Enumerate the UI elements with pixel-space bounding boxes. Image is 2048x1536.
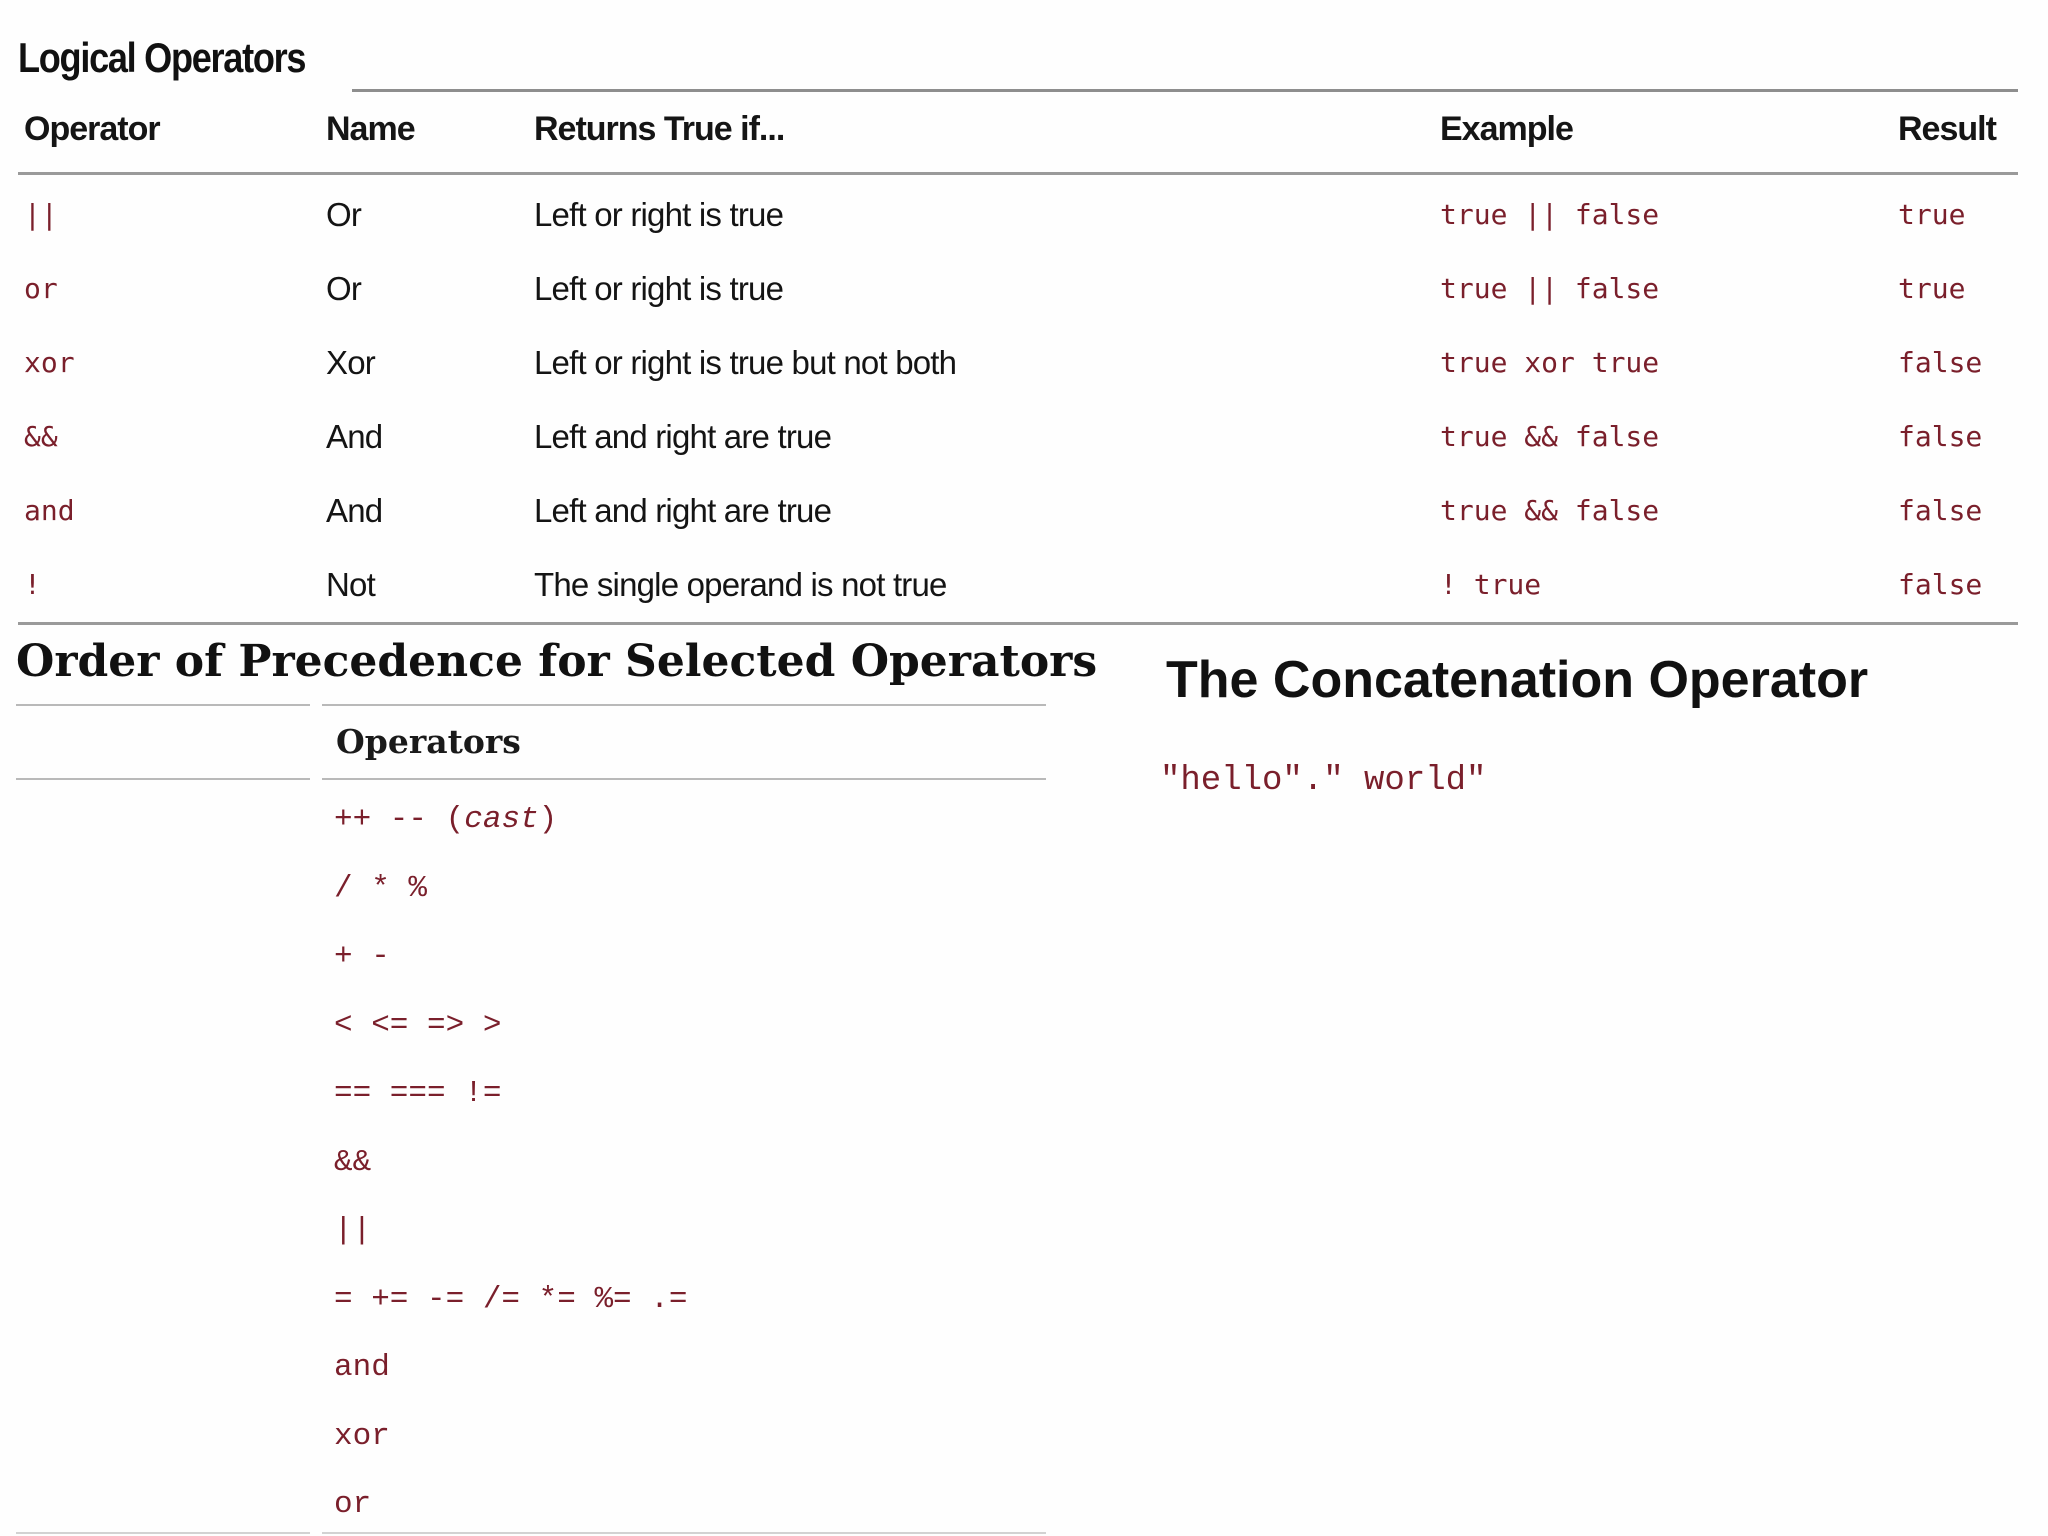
precedence-item: && [334, 1144, 372, 1180]
header-returns: Returns True if... [534, 110, 785, 148]
precedence-item: / * % [334, 870, 428, 906]
precedence-item: + - [334, 939, 390, 974]
name-cell: And [326, 418, 383, 455]
returns-cell: Left and right are true [534, 418, 832, 455]
returns-cell: Left or right is true [534, 270, 784, 307]
operator-cell: || [24, 198, 58, 231]
precedence-top-rule-right [322, 704, 1046, 706]
result-cell: true [1898, 198, 1966, 231]
precedence-bottom-rule-right [322, 1532, 1046, 1534]
operator-cell: xor [24, 346, 75, 379]
precedence-item-suffix: ) [538, 802, 558, 837]
header-operator: Operator [24, 110, 160, 148]
result-cell: false [1898, 346, 1983, 379]
example-cell: true xor true [1440, 346, 1660, 379]
concatenation-example: "hello"." world" [1160, 762, 1487, 800]
table-row [18, 326, 2018, 400]
operator-cell: or [24, 272, 58, 305]
precedence-item: and [334, 1350, 390, 1385]
precedence-item: == === != [334, 1076, 502, 1111]
returns-cell: The single operand is not true [534, 566, 947, 603]
precedence-title: Order of Precedence for Selected Operators [16, 636, 1098, 687]
operator-cell: && [24, 420, 58, 453]
operator-cell: ! [24, 568, 41, 601]
name-cell: Xor [326, 344, 375, 381]
precedence-item: = += -= /= *= %= .= [334, 1281, 688, 1317]
name-cell: Or [326, 270, 362, 307]
name-cell: Not [326, 566, 375, 603]
name-cell: And [326, 492, 383, 529]
result-cell: false [1898, 420, 1983, 453]
precedence-item: xor [334, 1418, 390, 1454]
precedence-column-header: Operators [336, 722, 521, 761]
returns-cell: Left and right are true [534, 492, 832, 529]
operator-cell: and [24, 494, 75, 527]
precedence-item: || [334, 1213, 372, 1248]
logical-operators-title: Logical Operators [18, 34, 306, 81]
table-row [18, 548, 2018, 622]
logical-table-header [18, 102, 2018, 175]
table-row [18, 178, 2018, 252]
result-cell: false [1898, 568, 1983, 601]
name-cell: Or [326, 196, 362, 233]
returns-cell: Left or right is true [534, 196, 784, 233]
example-cell: true || false [1440, 272, 1660, 305]
table-bottom-divider [18, 622, 2018, 625]
concatenation-title: The Concatenation Operator [1166, 651, 1869, 709]
example-cell: true && false [1440, 420, 1660, 453]
precedence-top-rule-left [16, 704, 310, 706]
table-row [18, 474, 2018, 548]
returns-cell: Left or right is true but not both [534, 344, 957, 381]
precedence-list [334, 796, 687, 1536]
precedence-item-cast: cast [464, 802, 539, 837]
precedence-item [334, 796, 687, 865]
precedence-bottom-rule-left [16, 1532, 310, 1534]
example-cell: true && false [1440, 494, 1660, 527]
table-row [18, 400, 2018, 474]
title-divider [352, 89, 2018, 92]
header-name: Name [326, 110, 415, 148]
result-cell: false [1898, 494, 1983, 527]
precedence-header-rule-left [16, 778, 310, 780]
header-example: Example [1440, 110, 1573, 148]
example-cell: ! true [1440, 568, 1542, 601]
header-result: Result [1898, 110, 1996, 148]
precedence-header-rule-right [322, 778, 1046, 780]
table-row [18, 252, 2018, 326]
precedence-item: < <= => > [334, 1007, 502, 1043]
result-cell: true [1898, 272, 1966, 305]
precedence-item-prefix: ++ -- ( [334, 802, 465, 837]
example-cell: true || false [1440, 198, 1660, 231]
precedence-item: or [334, 1487, 372, 1522]
